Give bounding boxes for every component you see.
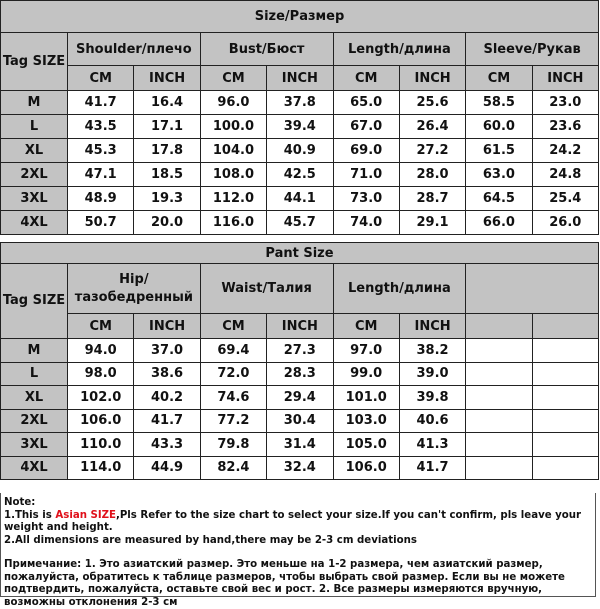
table-row — [1, 386, 599, 410]
measurement-cell: 26.4 — [399, 115, 465, 139]
measurement-cell: 96.0 — [200, 91, 266, 115]
measurement-cell: 64.5 — [466, 187, 532, 211]
measurement-cell: 65.0 — [333, 91, 399, 115]
size-label: M — [1, 91, 68, 115]
table-row — [1, 362, 599, 386]
measurement-cell: 69.4 — [200, 339, 266, 363]
measurement-cell: 41.7 — [134, 409, 200, 433]
measurement-cell: 106.0 — [68, 409, 134, 433]
measurement-cell: 28.7 — [399, 187, 465, 211]
tag-size-header: Tag SIZE — [1, 33, 68, 91]
measurement-cell: 47.1 — [68, 163, 134, 187]
notes-section — [0, 493, 596, 608]
unit-header: CM — [466, 66, 532, 91]
measurement-cell: 114.0 — [68, 456, 134, 480]
measurement-cell: 23.6 — [532, 115, 598, 139]
measurement-cell: 40.6 — [399, 409, 465, 433]
measurement-cell — [532, 386, 598, 410]
size-label: 3XL — [1, 433, 68, 457]
measurement-cell: 50.7 — [68, 211, 134, 235]
measurement-cell: 45.3 — [68, 139, 134, 163]
measurement-cell: 25.6 — [399, 91, 465, 115]
measurement-cell — [532, 339, 598, 363]
measurement-cell: 41.3 — [399, 433, 465, 457]
measurement-cell: 18.5 — [134, 163, 200, 187]
unit-row — [1, 314, 599, 339]
column-group-header: Length/длина — [333, 264, 466, 314]
tag-size-header: Tag SIZE — [1, 264, 68, 339]
column-group-header: Waist/Талия — [200, 264, 333, 314]
measurement-cell: 27.3 — [267, 339, 333, 363]
unit-header: INCH — [267, 314, 333, 339]
size-label: L — [1, 362, 68, 386]
size-label: L — [1, 115, 68, 139]
note-russian: Примечание: 1. Это азиатский размер. Это меньше на 1-2 размера, чем азиатский размер, пожалуйста, обратитесь к таблице размеров, чтобы выбрать свой размер. Если вы не можете подтвердить, пожалуйста, оставьте свой вес и рост. 2. Все размеры измеряются вручную, возможны отклонения 2-3 см — [4, 559, 565, 608]
measurement-cell: 103.0 — [333, 409, 399, 433]
measurement-cell: 28.0 — [399, 163, 465, 187]
measurement-cell: 48.9 — [68, 187, 134, 211]
measurement-cell: 58.5 — [466, 91, 532, 115]
measurement-cell — [466, 433, 532, 457]
measurement-cell: 40.9 — [267, 139, 333, 163]
measurement-cell: 23.0 — [532, 91, 598, 115]
table-row — [1, 456, 599, 480]
measurement-cell: 40.2 — [134, 386, 200, 410]
table-row — [1, 91, 599, 115]
measurement-cell: 99.0 — [333, 362, 399, 386]
measurement-cell — [466, 409, 532, 433]
measurement-cell: 112.0 — [200, 187, 266, 211]
column-group-header — [466, 264, 599, 314]
note-line-1-suffix: ,Pls Refer to the size chart to select your size.If you can't confirm, pls leave your weight and height. — [4, 509, 582, 533]
measurement-cell: 71.0 — [333, 163, 399, 187]
measurement-cell: 41.7 — [399, 456, 465, 480]
measurement-cell: 94.0 — [68, 339, 134, 363]
measurement-cell: 69.0 — [333, 139, 399, 163]
asian-size-highlight: Asian SIZE — [55, 509, 116, 521]
measurement-cell: 31.4 — [267, 433, 333, 457]
measurement-cell: 16.4 — [134, 91, 200, 115]
measurement-cell: 66.0 — [466, 211, 532, 235]
table-row — [1, 115, 599, 139]
measurement-cell — [466, 456, 532, 480]
column-group-header: Sleeve/Рукав — [466, 33, 599, 66]
measurement-cell — [532, 409, 598, 433]
measurement-cell: 45.7 — [267, 211, 333, 235]
measurement-cell: 102.0 — [68, 386, 134, 410]
measurement-cell: 44.1 — [267, 187, 333, 211]
measurement-cell: 38.2 — [399, 339, 465, 363]
measurement-cell: 42.5 — [267, 163, 333, 187]
measurement-cell: 44.9 — [134, 456, 200, 480]
table-row — [1, 409, 599, 433]
measurement-cell: 74.0 — [333, 211, 399, 235]
measurement-cell: 82.4 — [200, 456, 266, 480]
measurement-cell: 29.4 — [267, 386, 333, 410]
measurement-cell: 106.0 — [333, 456, 399, 480]
size-label: 2XL — [1, 163, 68, 187]
unit-header: INCH — [134, 66, 200, 91]
measurement-cell: 28.3 — [267, 362, 333, 386]
unit-header: INCH — [399, 314, 465, 339]
table-title: Size/Размер — [1, 1, 599, 33]
measurement-cell: 26.0 — [532, 211, 598, 235]
header-row — [1, 264, 599, 314]
size-label: M — [1, 339, 68, 363]
measurement-cell: 24.2 — [532, 139, 598, 163]
measurement-cell: 61.5 — [466, 139, 532, 163]
measurement-cell: 20.0 — [134, 211, 200, 235]
measurement-cell: 17.1 — [134, 115, 200, 139]
size-label: XL — [1, 386, 68, 410]
column-group-header: Length/длина — [333, 33, 466, 66]
column-group-header: Bust/Бюст — [200, 33, 333, 66]
measurement-cell: 29.1 — [399, 211, 465, 235]
measurement-cell: 39.0 — [399, 362, 465, 386]
measurement-cell: 79.8 — [200, 433, 266, 457]
measurement-cell: 63.0 — [466, 163, 532, 187]
measurement-cell: 37.0 — [134, 339, 200, 363]
size-label: 3XL — [1, 187, 68, 211]
measurement-cell: 30.4 — [267, 409, 333, 433]
measurement-cell: 104.0 — [200, 139, 266, 163]
measurement-cell: 39.4 — [267, 115, 333, 139]
measurement-cell: 32.4 — [267, 456, 333, 480]
unit-header: INCH — [134, 314, 200, 339]
table-title: Pant Size — [1, 243, 599, 264]
unit-header: CM — [68, 66, 134, 91]
size-label: 4XL — [1, 211, 68, 235]
unit-header: CM — [333, 314, 399, 339]
note-line-1-prefix: 1.This is — [4, 509, 56, 521]
unit-header: CM — [68, 314, 134, 339]
measurement-cell: 38.6 — [134, 362, 200, 386]
measurement-cell: 43.3 — [134, 433, 200, 457]
measurement-cell: 77.2 — [200, 409, 266, 433]
table-row — [1, 163, 599, 187]
column-group-header: Hip/ тазобедренный — [68, 264, 201, 314]
measurement-cell: 37.8 — [267, 91, 333, 115]
column-group-header: Shoulder/плечо — [68, 33, 201, 66]
measurement-cell: 73.0 — [333, 187, 399, 211]
table-title-row — [1, 1, 599, 33]
measurement-cell: 101.0 — [333, 386, 399, 410]
note-label: Note: — [4, 497, 36, 508]
size-label: 4XL — [1, 456, 68, 480]
measurement-cell: 27.2 — [399, 139, 465, 163]
measurement-cell: 43.5 — [68, 115, 134, 139]
measurement-cell: 110.0 — [68, 433, 134, 457]
measurement-cell: 105.0 — [333, 433, 399, 457]
table-row — [1, 139, 599, 163]
table-title-row — [1, 243, 599, 264]
measurement-cell: 98.0 — [68, 362, 134, 386]
measurement-cell: 116.0 — [200, 211, 266, 235]
pant-size-table — [0, 242, 599, 480]
measurement-cell: 25.4 — [532, 187, 598, 211]
measurement-cell: 24.8 — [532, 163, 598, 187]
unit-header — [532, 314, 598, 339]
table-row — [1, 339, 599, 363]
unit-header: CM — [333, 66, 399, 91]
unit-header: INCH — [267, 66, 333, 91]
measurement-cell: 74.6 — [200, 386, 266, 410]
measurement-cell: 72.0 — [200, 362, 266, 386]
measurement-cell: 19.3 — [134, 187, 200, 211]
measurement-cell — [532, 433, 598, 457]
measurement-cell: 100.0 — [200, 115, 266, 139]
table-row — [1, 211, 599, 235]
measurement-cell: 39.8 — [399, 386, 465, 410]
note-line-1 — [4, 510, 595, 535]
unit-header: CM — [200, 314, 266, 339]
measurement-cell — [532, 456, 598, 480]
unit-header: INCH — [399, 66, 465, 91]
note-line-2: 2.All dimensions are measured by hand,there may be 2-3 cm deviations — [4, 534, 417, 546]
table-row — [1, 187, 599, 211]
measurement-cell — [466, 386, 532, 410]
size-label: 2XL — [1, 409, 68, 433]
top-size-table — [0, 0, 599, 235]
unit-row — [1, 66, 599, 91]
measurement-cell: 97.0 — [333, 339, 399, 363]
unit-header — [466, 314, 532, 339]
header-row — [1, 33, 599, 66]
measurement-cell: 17.8 — [134, 139, 200, 163]
table-row — [1, 433, 599, 457]
measurement-cell — [532, 362, 598, 386]
measurement-cell: 108.0 — [200, 163, 266, 187]
measurement-cell: 60.0 — [466, 115, 532, 139]
measurement-cell — [466, 339, 532, 363]
measurement-cell: 67.0 — [333, 115, 399, 139]
unit-header: INCH — [532, 66, 598, 91]
unit-header: CM — [200, 66, 266, 91]
size-label: XL — [1, 139, 68, 163]
measurement-cell: 41.7 — [68, 91, 134, 115]
measurement-cell — [466, 362, 532, 386]
